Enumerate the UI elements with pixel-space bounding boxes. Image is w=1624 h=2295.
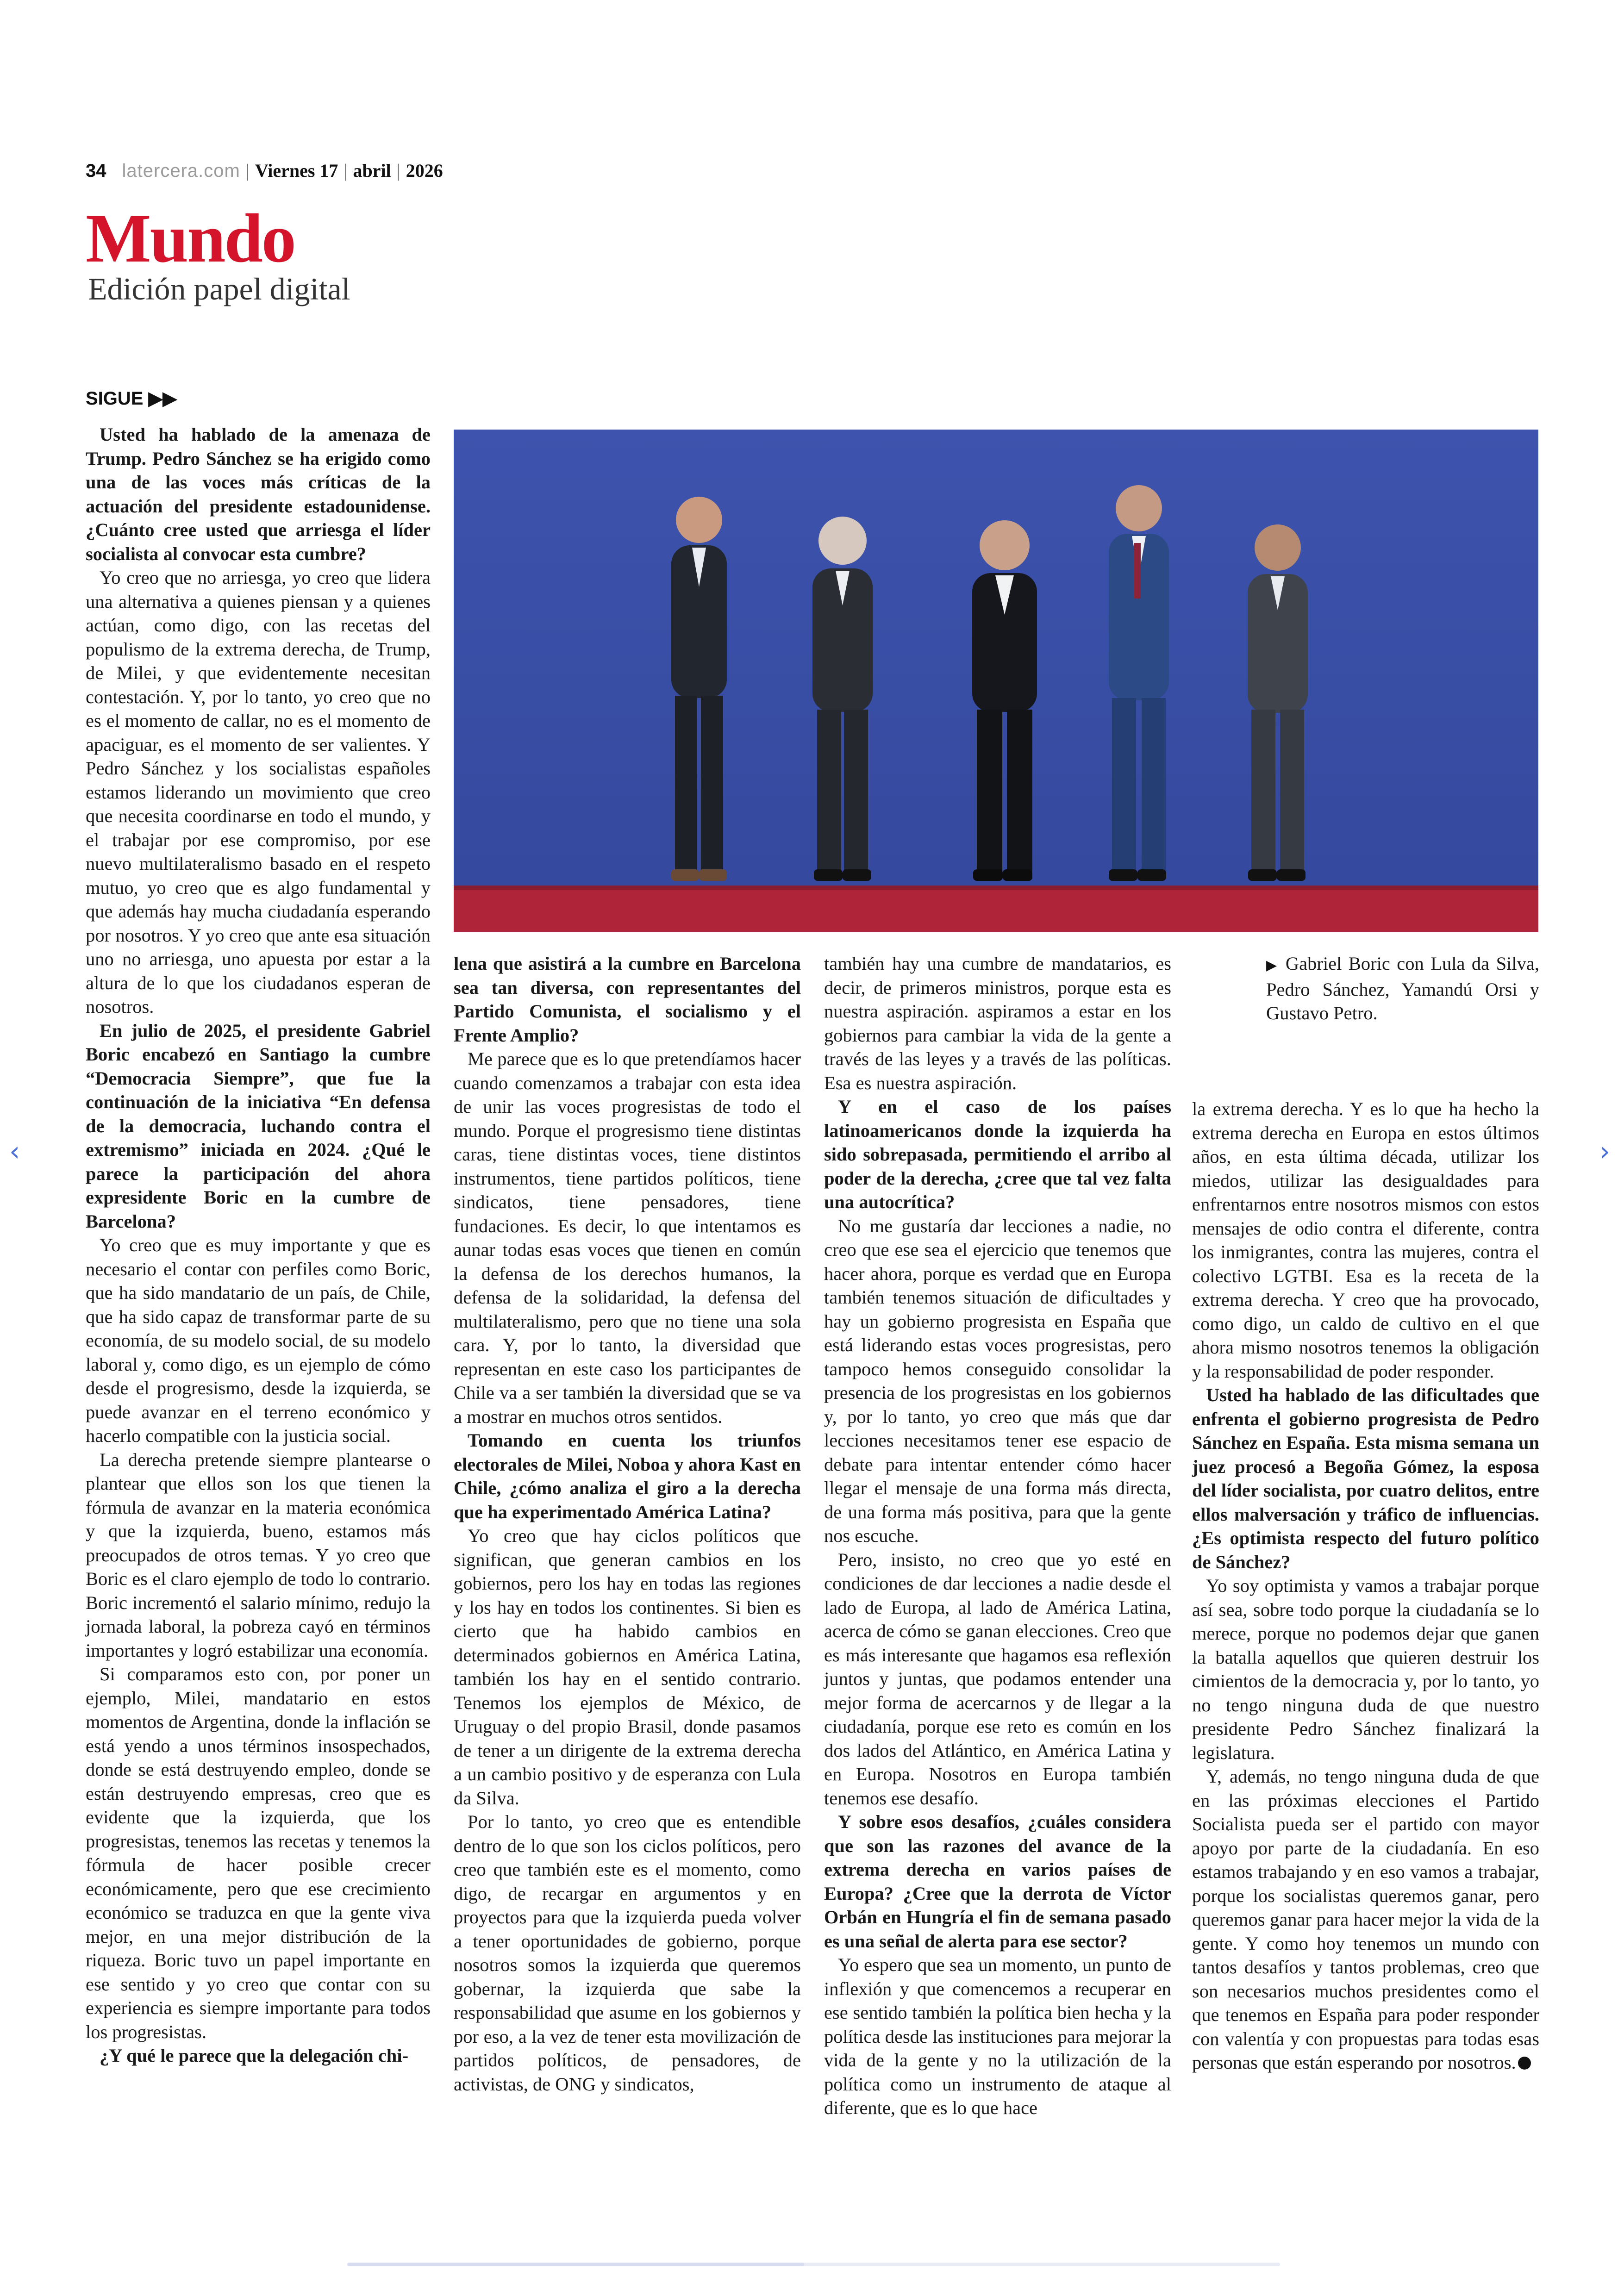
interview-answer: Si comparamos esto con, por poner un ejemplo, Milei, mandatario en estos momentos de Argentina, donde la inflación se está yendo a unos términos insospechados, donde se está destruyendo empleo, donde se están destruyendo empresas, creo que es evidente que la izquierda, que los progresistas, tenemos las recetas y tenemos la fórmula de hacer posible crecer económicamente, pero que ese crecimiento económico se traduzca en que la gente viva mejor, en una mejor distribución de la riqueza. Boric tuvo un papel importante en ese sentido y yo creo que contar con su experiencia es siempre importante para todos los progresistas. [86,1664,431,2042]
leaders-photo-illustration [454,430,1538,932]
interview-question: ¿Y qué le parece que la delegación chi- [100,2045,409,2066]
interview-answer: No me gustaría dar lecciones a nadie, no creo que ese sea el ejercicio que tenemos que hacer ahora, porque es verdad que en Europa también tenemos situación de dificultades y hay un gobierno progresista en España que está liderando estas voces progresistas, pero tampoco hemos conseguido consolidar la presencia de los progresistas en los gobiernos y, por lo tanto, yo creo que más que dar lecciones necesitamos tener ese espacio de debate para intentar entender cómo hacer llegar el mensaje de una forma más directa, de una forma más positiva, para que la gente nos escuche. [824,1215,1171,1546]
article-column-1 [86,423,431,2068]
page-header [86,160,443,181]
interview-question: Y sobre esos desafíos, ¿cuáles considera que son las razones del avance de la extrema derecha en varios países de Europa? ¿Cree que la derrota de Víctor Orbán en Hungría el fin de semana pasado es una señal de alerta para ese sector? [824,1811,1171,1952]
header-separator: | [396,160,400,181]
section-title: Mundo [86,200,295,277]
interview-answer: Me parece que es lo que pretendíamos hacer cuando comenzamos a trabajar con esta idea de unir las voces progresistas de todo el mundo. Porque el progresismo tiene distintas caras, tiene distintas voces, tiene distintos instrumentos, tiene partidos políticos, tiene sindicatos, tiene pensadores, tiene fundaciones. Es decir, lo que intentamos es aunar todas esas voces que tienen en común la defensa de los derechos humanos, la defensa de la solidaridad, la defensa del multilateralismo, pero que no tiene una sola cara. Y, por lo tanto, la diversidad que representan en este caso los participantes de Chile va a ser también la diversidad que se va a mostrar en muchos otros sentidos. [454,1048,801,1427]
article-column-2 [454,952,801,2096]
interview-answer: Pero, insisto, no creo que yo esté en condiciones de dar lecciones a nadie desde el lado de Europa, al lado de América Latina, acerca de cómo se ganan elecciones. Creo que es más interesante que hagamos esa reflexión juntos y juntas, que podamos entender una mejor forma de acercarnos y de llegar a la ciudadanía, porque ese reto es común en los dos lados del Atlántico, en América Latina y en Europa. Nosotros en Europa también tenemos ese desafío. [824,1549,1171,1809]
interview-answer: Yo soy optimista y vamos a trabajar porque así sea, sobre todo porque la ciudadanía se lo merece, porque no podemos dejar que ganen la batalla aquellos que quieren destruir los cimientos de la democracia y, por lo tanto, yo no tengo ninguna duda de que nuestro presidente Pedro Sánchez finalizará la legislatura. [1192,1575,1539,1763]
interview-question: Tomando en cuenta los triunfos electorales de Milei, Noboa y ahora Kast en Chile, ¿cómo analiza el giro a la derecha que ha experimentado América Latina? [454,1430,801,1522]
interview-answer-continued: también hay una cumbre de mandatarios, es decir, de primeros ministros, porque esta es nuestra aspiración. aspiramos a estar en los gobiernos para cambiar la vida de la gente a través de las leyes y a través de las políticas. Esa es nuestra aspiración. [824,953,1171,1093]
next-page-button[interactable]: › [1599,1135,1611,1167]
interview-answer: Yo espero que sea un momento, un punto de inflexión y que comencemos a recuperar en ese sentido también la política bien hecha y la política desde las instituciones para mejorar la vida de la gente y no la utilización de la política como un instrumento de ataque al diferente, que es lo que hace [824,1954,1171,2118]
interview-answer: La derecha pretende siempre plantearse o plantear que ellos son los que tienen la fórmula de avanzar en la materia económica y que la izquierda, bueno, estamos más preocupados de otros temas. Y yo creo que Boric es el claro ejemplo de todo lo contrario. Boric incrementó el salario mínimo, redujo la jornada laboral, la pobreza cayó en términos importantes y logró estabilizar una economía. [86,1449,431,1661]
section-subtitle: Edición papel digital [88,271,350,306]
header-year: 2026 [406,160,443,181]
previous-page-button[interactable]: ‹ [9,1135,20,1167]
continues-label: SIGUE ▶▶ [86,388,177,409]
header-day: Viernes 17 [255,160,338,181]
caption-text: Gabriel Boric con Lula da Silva, Pedro Sánchez, Yamandú Orsi y Gustavo Petro. [1266,953,1540,1023]
header-separator: | [344,160,348,181]
interview-answer: Yo creo que no arriesga, yo creo que lidera una alternativa a quienes piensan y a quienes actúan, como digo, con las recetas del populismo de la extrema derecha, de Trump, de Milei, y que evidentemente necesitan contestación. Y, por lo tanto, yo creo que no es el momento de callar, no es el momento de apaciguar, es el momento de ser valientes. Y Pedro Sánchez y los socialistas españoles estamos liderando un movimiento que creo que necesita coordinarse en todo el mundo, y el trabajar por ese compromiso, por ese nuevo multilateralismo basado en el respeto mutuo, yo creo que es algo fundamental y que además hay mucha ciudadanía esperando por nosotros. Y yo creo que ante esa situación uno no arriesga, uno apuesta por estar a la altura de lo que los ciudadanos esperan de nosotros. [86,567,431,1017]
interview-answer-text: Y, además, no tengo ninguna duda de que en las próximas elecciones el Partido Socialista pueda ser el partido con mayor apoyo por parte de la ciudadanía. En eso estamos trabajando y en eso vamos a trabajar, porque los socialistas queremos ganar, pero queremos ganar para hacer mejor la vida de la gente. Y como hoy tenemos un mundo con tantos desafíos y tantos problemas, creo que son necesarios muchos presidentes como el que tenemos en España para poder responder con valentía y con propuestas para todas esas personas que están esperando por nosotros. [1192,1766,1539,2073]
interview-answer [1192,1765,1539,2075]
site-name: latercera.com [122,161,240,181]
header-month: abril [353,160,391,181]
interview-question: Usted ha hablado de la amenaza de Trump. Pedro Sánchez se ha erigido como una de las voces más críticas de la actuación del presidente estadounidense. ¿Cuánto cree usted que arriesga el líder socialista al convocar esta cumbre? [86,424,431,564]
page-progress-fill [347,2263,804,2266]
interview-answer-continued: la extrema derecha. Y es lo que ha hecho la extrema derecha en Europa en estos últimos años, en esta última década, utilizar los miedos, utilizar las desigualdades para enfrentarnos entre nosotros mismos con estos mensajes de odio contra el diferente, contra los inmigrantes, contra las mujeres, contra el colectivo LGTBI. Esa es la receta de la extrema derecha. Y creo que ha provocado, como digo, un caldo de cultivo en el que ahora mismo nosotros tenemos la obligación y la responsabilidad de poder responder. [1192,1098,1539,1382]
page-number: 34 [86,161,106,181]
interview-answer: Yo creo que hay ciclos políticos que significan, que generan cambios en los gobiernos, pero los hay en todas las regiones y los hay en todos los continentes. Si bien es cierto que ha habido cambios en determinados gobiernos en América Latina, también los hay en el sentido contrario. Tenemos los ejemplos de México, de Uruguay o del propio Brasil, donde pasamos de tener a un dirigente de la extrema derecha a un cambio positivo y de esperanza con Lula da Silva. [454,1525,801,1809]
page-progress-bar[interactable] [347,2263,1280,2266]
leaders-photo [454,430,1538,932]
interview-question: Y en el caso de los países latinoamericanos donde la izquierda ha sido sobrepasada, permitiendo el arribo al poder de la derecha, ¿cree que tal vez falta una autocrítica? [824,1096,1171,1212]
interview-question: Usted ha hablado de las dificultades que enfrenta el gobierno progresista de Pedro Sánchez en España. Esta misma semana un juez procesó a Begoña Gómez, la esposa del líder socialista, por cuatro delitos, entre ellos malversación y tráfico de influencias. ¿Es optimista respecto del futuro político de Sánchez? [1192,1384,1539,1572]
photo-caption [1266,952,1539,1025]
interview-answer: Por lo tanto, yo creo que es entendible dentro de lo que son los ciclos políticos, pero creo que también este es el momento, como digo, de recargar en argumentos y en proyectos para que la izquierda pueda volver a tener oportunidades de gobierno, porque nosotros somos la izquierda que queremos gobernar, la izquierda que sabe la responsabilidad que asume en los gobiernos y por eso, a la vez de tener esta movilización de partidos políticos, de pensadores, de activistas, de ONG y sindicatos, [454,1811,801,2095]
article-column-4 [1192,1097,1539,2075]
end-of-article-icon [1518,2057,1531,2070]
interview-answer: Yo creo que es muy importante y que es necesario el contar con perfiles como Boric, que ha sido mandatario de un país, de Chile, que ha sido capaz de transformar parte de su economía, de su modelo social, de su modelo laboral y, como digo, es un ejemplo de cómo desde el progresismo, desde la izquierda, se puede avanzar en el terreno económico y hacerlo compatible con la justicia social. [86,1235,431,1446]
header-separator: | [245,160,250,181]
interview-question-continued: lena que asistirá a la cumbre en Barcelona sea tan diversa, con representantes del Partido Comunista, el socialismo y el Frente Amplio? [454,953,801,1046]
caption-triangle-icon: ▶ [1266,958,1279,973]
article-column-3 [824,952,1171,2120]
interview-question: En julio de 2025, el presidente Gabriel Boric encabezó en Santiago la cumbre “Democracia Siempre”, que fue la continuación de la iniciativa “En defensa de la democracia, luchando contra el extremismo” iniciada en 2024. ¿Qué le parece la participación del ahora expresidente Boric en la cumbre de Barcelona? [86,1020,431,1232]
